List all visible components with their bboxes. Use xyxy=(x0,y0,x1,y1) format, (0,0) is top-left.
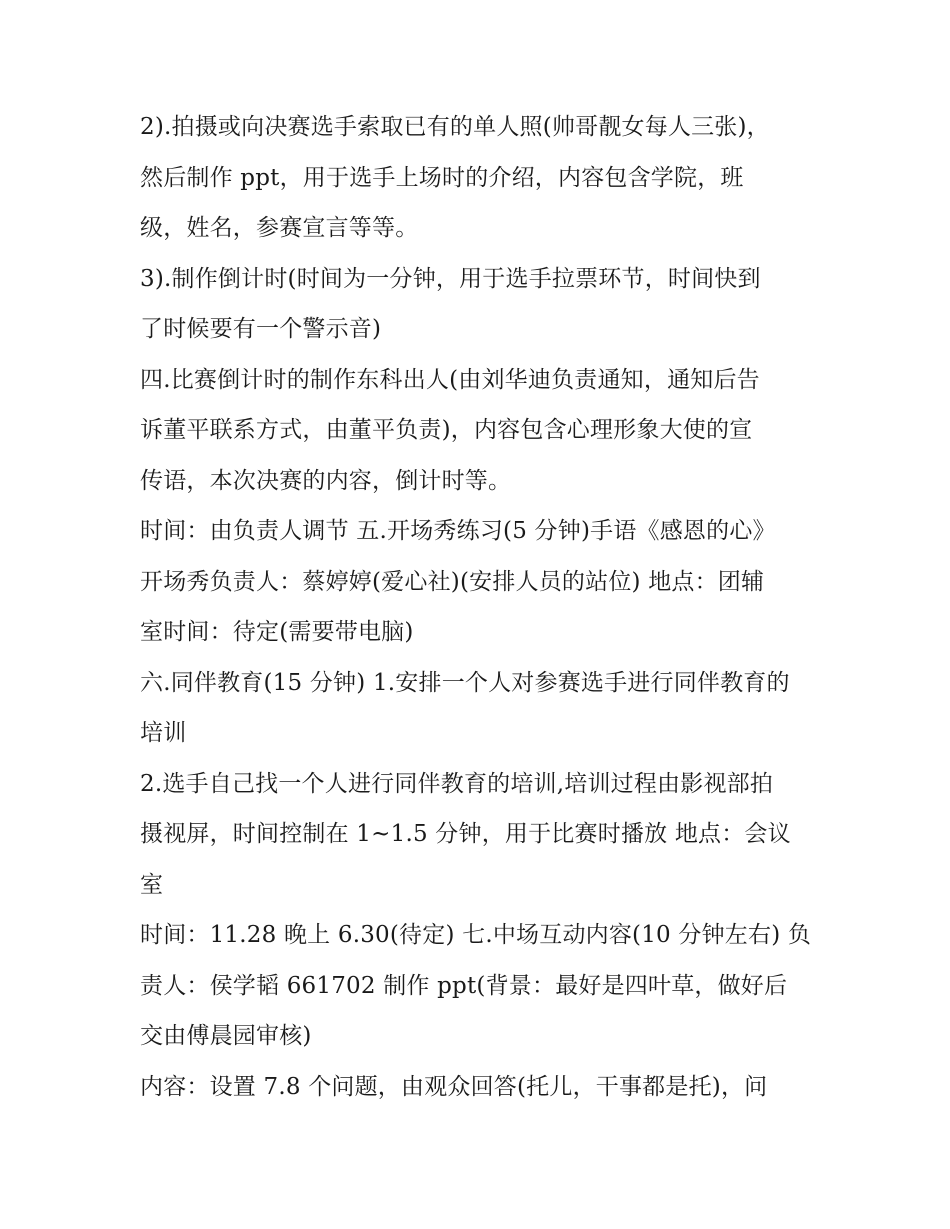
text-line: 3).制作倒计时(时间为一分钟，用于选手拉票环节，时间快到 xyxy=(140,265,761,292)
text-line: 摄视屏，时间控制在 1~1.5 分钟，用于比赛时播放 地点：会议 xyxy=(140,821,791,847)
text-line: 六.同伴教育(15 分钟) 1.安排一个人对参赛选手进行同伴教育的 xyxy=(140,669,790,696)
text-line: 传语，本次决赛的内容，倒计时等。 xyxy=(140,467,512,494)
text-line: 开场秀负责人：蔡婷婷(爱心社)(安排人员的站位) 地点：团辅 xyxy=(140,568,765,595)
text-line: 责人：侯学韬 661702 制作 ppt(背景：最好是四叶草，做好后 xyxy=(140,972,788,999)
text-line: 内容：设置 7.8 个问题，由观众回答(托儿，干事都是托)，问 xyxy=(140,1073,768,1100)
text-line: 诉董平联系方式，由董平负责)，内容包含心理形象大使的宣 xyxy=(140,417,753,443)
document-body xyxy=(140,102,812,1112)
text-line: 级，姓名，参赛宣言等等。 xyxy=(140,215,419,241)
text-line: 然后制作 ppt，用于选手上场时的介绍，内容包含学院，班 xyxy=(140,164,744,191)
text-line: 室时间：待定(需要带电脑) xyxy=(140,619,414,645)
text-line: 四.比赛倒计时的制作东科出人(由刘华迪负责通知，通知后告 xyxy=(140,366,760,393)
text-line: 2.选手自己找一个人进行同伴教育的培训,培训过程由影视部拍 xyxy=(140,770,774,797)
text-line: 室 xyxy=(140,871,164,898)
text-line: 时间：11.28 晚上 6.30(待定) 七.中场互动内容(10 分钟左右) 负 xyxy=(140,922,812,948)
text-line: 2).拍摄或向决赛选手索取已有的单人照(帅哥靓女每人三张)， xyxy=(140,114,770,140)
text-line: 培训 xyxy=(140,720,187,746)
text-line: 了时候要有一个警示音) xyxy=(140,316,382,342)
text-line: 交由傅晨园审核) xyxy=(140,1023,312,1049)
text-line: 时间：由负责人调节 五.开场秀练习(5 分钟)手语《感恩的心》 xyxy=(140,518,776,544)
